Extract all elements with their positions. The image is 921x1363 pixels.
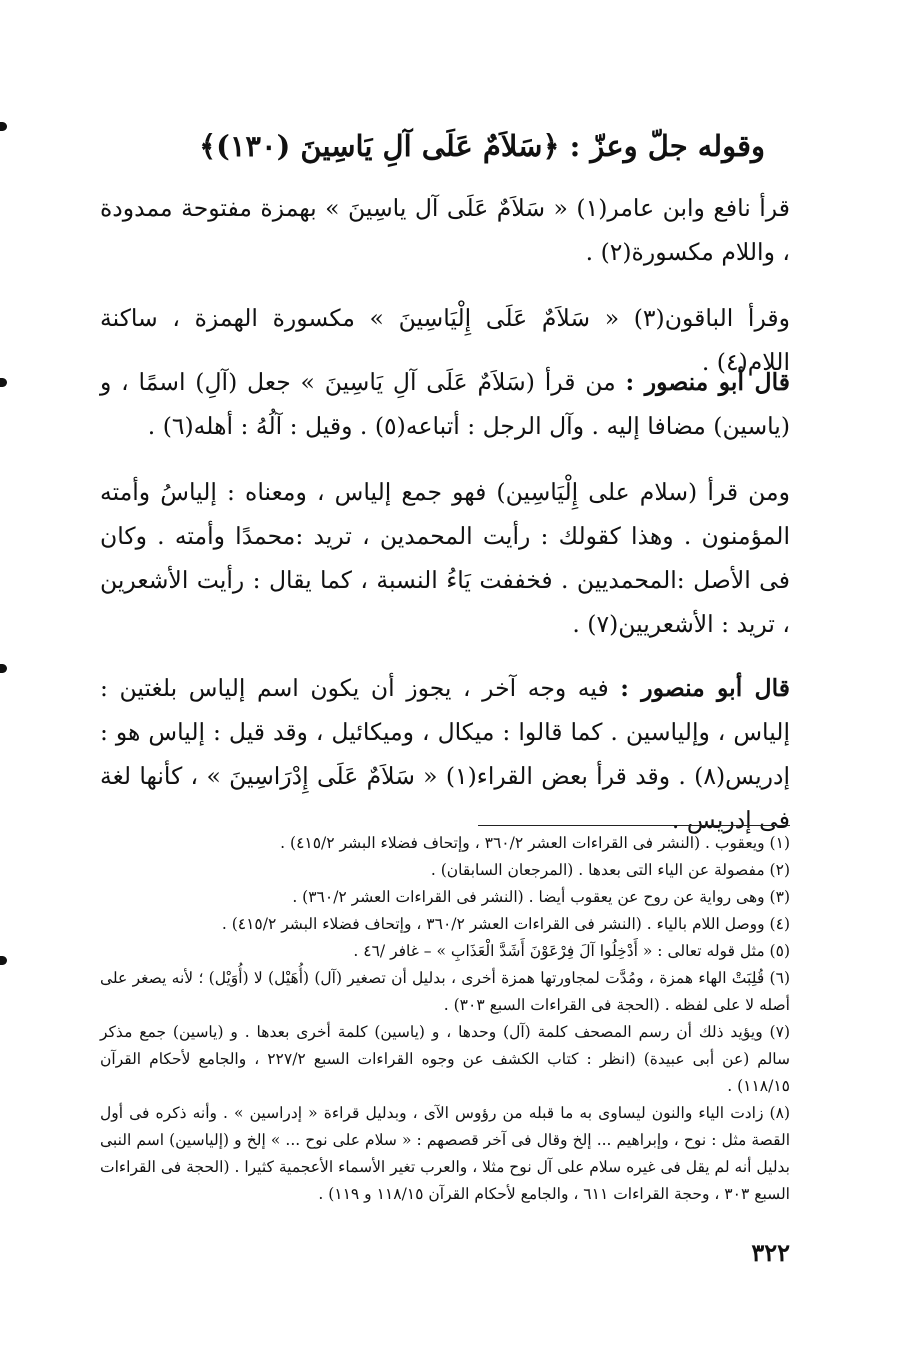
footnote: (٤) ووصل اللام بالياء . (النشر فى القراءات العشر ٣٦٠/٢ ، وإتحاف فضلاء البشر ٤١٥/٢) . (221, 915, 790, 933)
paragraph-lead: قال أبو منصور : (625, 368, 790, 396)
footnote: (٥) مثل قوله تعالى : « أَدْخِلُوا آلَ فِرْعَوْنَ أَشَدَّ الْعَذَابِ » – غافر /٤٦ . (353, 942, 790, 960)
footnote: (٨) زادت الياء والنون ليساوى به ما قبله من رؤوس الآى ، وبدليل قراءة « إدراسين » . وأنه ذكره فى أول القصة مثل : نوح ، وإبراهيم ... إلخ وقال فى آخر قصصهم : « سلام على نوح ... » إلخ و (إلياسين) اسم النبى بدليل أنه لم يقل فى غيره سلام على آل نوح مثلا ، والعرب تغير الأسماء الأعجمية كثيرا . (الحجة فى القراءات السبع ٣٠٣ ، وحجة القراءات ٦١١ ، والجامع لأحكام القرآن ١١٨/١٥ و ١١٩) . (100, 1104, 790, 1203)
page-edge-mark (0, 122, 7, 131)
footnote-separator (478, 825, 790, 826)
footnotes (100, 830, 790, 1208)
paragraph-text: ومن قرأ (سلام على إِلْيَاسِين) فهو جمع إلياس ، ومعناه : إلياسُ وأمته المؤمنون . وهذا كقولك : رأيت المحمدين ، تريد :محمدًا وأمته . وكان فى الأصل :المحمديين . فخففت يَاءُ النسبة ، كما يقال : رأيت الأشعرين ، تريد : الأشعريين(٧) . (100, 478, 790, 638)
footnote: (٣) وهى رواية عن روح عن يعقوب أيضا . (النشر فى القراءات العشر ٣٦٠/٢) . (292, 888, 790, 906)
paragraph-text: قرأ نافع وابن عامر(١) « سَلاَمٌ عَلَى آل ياسِينَ » بهمزة مفتوحة ممدودة ، واللام مكسورة(٢) . (100, 194, 791, 266)
paragraph (100, 470, 790, 646)
paragraph-text: وقرأ الباقون(٣) « سَلاَمٌ عَلَى إِلْيَاسِينَ » مكسورة الهمزة ، ساكنة اللام(٤) . (100, 304, 790, 376)
verse-heading: وقوله جلّ وعزّ : ﴿سَلاَمٌ عَلَى آلِ يَاسِينَ (١٣٠)﴾ (199, 129, 765, 163)
paragraph (100, 186, 790, 274)
page-number: ٣٢٢ (751, 1238, 790, 1267)
page-edge-mark (0, 956, 7, 965)
paragraph (100, 666, 790, 842)
page-edge-mark (0, 378, 7, 387)
page-edge-mark (0, 664, 7, 673)
paragraph-text: فيه وجه آخر ، يجوز أن يكون اسم إلياس بلغتين : إلياس ، وإلياسين . كما قالوا : ميكال ، وميكائيل ، وقد قيل : إلياس هو : إدريس(٨) . وقد قرأ بعض القراء(١) « سَلاَمٌ عَلَى إِدْرَاسِينَ » ، كأنها لغة فى إدريس . (100, 674, 790, 834)
footnote: (٦) قُلِبَتْ الهاء همزة ، ومُدَّت لمجاورتها همزة أخرى ، بدليل أن تصغير (آل) (أُهَيْل) لا (أُوَيْل) ؛ لأنه يصغر على أصله لا على لفظه . (الحجة فى القراءات السبع ٣٠٣) . (100, 969, 790, 1014)
paragraph (100, 360, 790, 448)
footnote: (١) ويعقوب . (النشر فى القراءات العشر ٣٦٠/٢ ، وإتحاف فضلاء البشر ٤١٥/٢) . (280, 834, 790, 852)
paragraph-lead: قال أبو منصور : (620, 674, 790, 702)
footnote: (٢) مفصولة عن الياء التى بعدها . (المرجعان السابقان) . (430, 861, 790, 879)
paragraph-text: من قرأ (سَلاَمٌ عَلَى آلِ يَاسِينَ » جعل (آلِ) اسمًا ، و (ياسين) مضافا إليه . وآل الرجل : أتباعه(٥) . وقيل : آلُهُ : أهله(٦) . (100, 368, 790, 440)
footnote: (٧) ويؤيد ذلك أن رسم المصحف كلمة (آل) وحدها ، و (ياسين) كلمة أخرى بعدها . و (ياسين) جمع مذكر سالم (عن أبى عبيدة) (انظر : كتاب الكشف عن وجوه القراءات السبع ٢٢٧/٢ ، والجامع لأحكام القرآن ١١٨/١٥) . (100, 1023, 790, 1095)
